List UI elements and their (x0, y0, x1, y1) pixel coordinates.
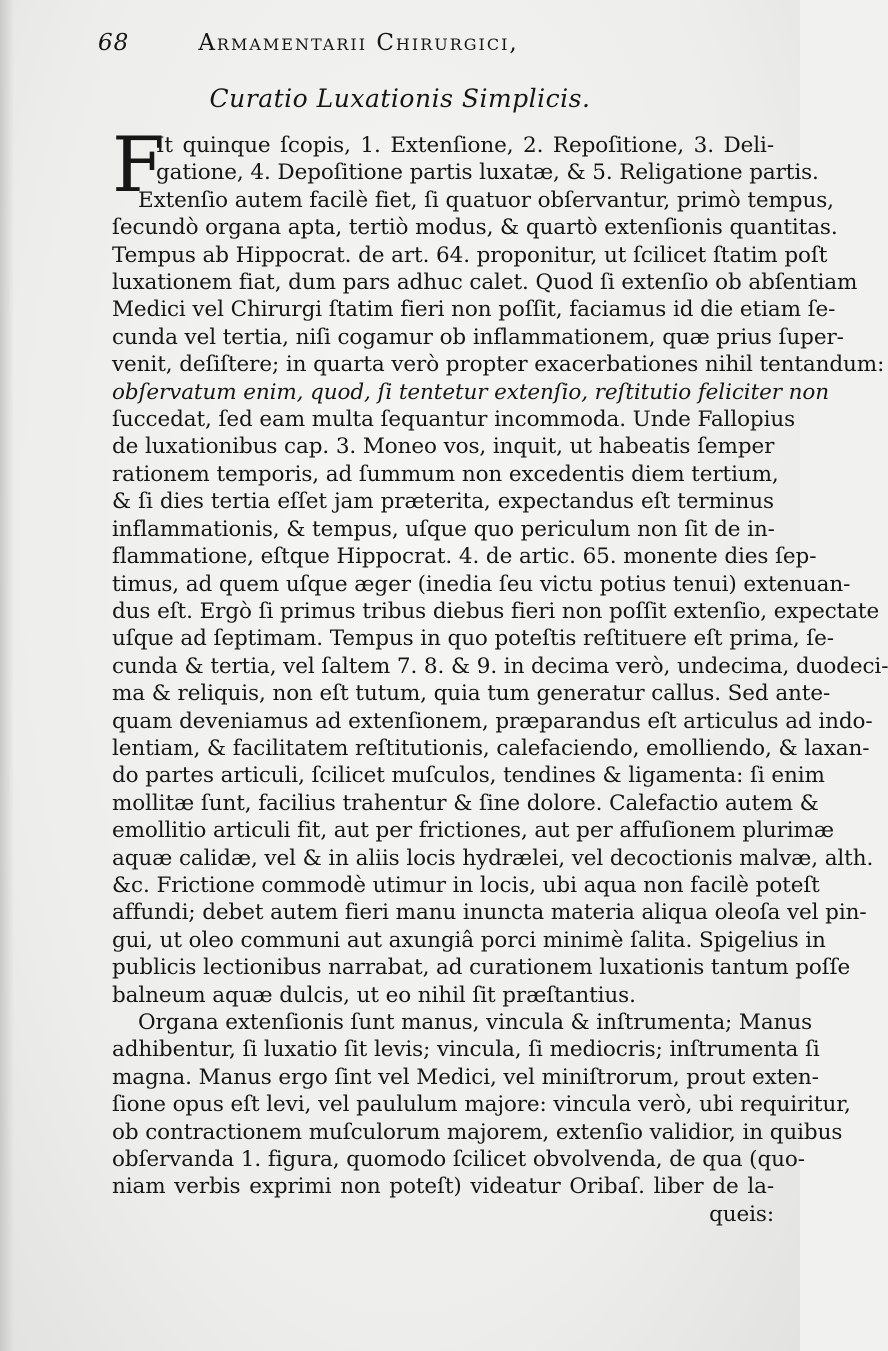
text-line: mollitæ ſunt, facilius trahentur & ſine dolore. Calefactio autem & (112, 790, 819, 816)
text-line: Medici vel Chirurgi ſtatim fieri non poſſit, faciamus id die etiam ſe- (112, 297, 836, 323)
text-line: cunda vel tertia, niſi cogamur ob inflammationem, quæ prius ſuper- (112, 324, 844, 350)
text-line: lentiam, & facilitatem reſtitutionis, calefaciendo, emolliendo, & laxan- (112, 735, 870, 761)
text-line: gatione, 4. Depoſitione partis luxatæ, & 5. Religatione partis. (156, 160, 819, 186)
text-line: magna. Manus ergo ſint vel Medici, vel miniſtrorum, prout exten- (112, 1064, 819, 1090)
text-line: flammatione, eſtque Hippocrat. 4. de artic. 65. monente dies ſep- (112, 544, 817, 570)
text-line: ma & reliquis, non eſt tutum, quia tum generatur callus. Sed ante- (112, 681, 831, 707)
drop-cap: F (112, 120, 165, 209)
text-line: Extenſio autem facilè fiet, ſi quatuor obſervantur, primò tempus, (138, 187, 834, 213)
text-line: de luxationibus cap. 3. Moneo vos, inquit, ut habeatis ſemper (112, 434, 775, 460)
text-line: dus eſt. Ergò ſi primus tribus diebus fieri non poſſit extenſio, expectate (112, 598, 880, 624)
text-line: affundi; debet autem fieri manu inuncta materia aliqua oleoſa vel pin- (112, 900, 867, 926)
text-line: ſuccedat, ſed eam multa ſequantur incommoda. Unde Fallopius (112, 407, 796, 433)
running-head (98, 30, 738, 56)
text-line: ob contractionem muſculorum majorem, extenſio validior, in quibus (112, 1119, 843, 1145)
text-line: luxationem fiat, dum pars adhuc calet. Quod ſi extenſio ob abſentiam (112, 270, 858, 296)
text-line: do partes articuli, ſcilicet muſculos, tendines & ligamenta: ſi enim (112, 763, 825, 789)
text-line: obſervatum enim, quod, ſi tentetur extenſio, reſtitutio feliciter non (112, 379, 829, 405)
text-line: timus, ad quem uſque æger (inedia ſeu victu potius tenui) extenuan- (112, 571, 851, 597)
running-title: Armamentarii Chirurgici, (198, 30, 519, 56)
text-line: gui, ut oleo communi aut axungiâ porci minimè ſalita. Spigelius in (112, 927, 826, 953)
text-line: queis: (709, 1201, 774, 1227)
page-number: 68 (98, 30, 130, 56)
text-line: balneum aquæ dulcis, ut eo nihil ſit præſtantius. (112, 982, 636, 1008)
text-line: & ſi dies tertia eſſet jam præterita, expectandus eſt terminus (112, 489, 774, 515)
text-line: uſque ad ſeptimam. Tempus in quo poteſtis reſtituere eſt prima, ſe- (112, 626, 834, 652)
text-line: &c. Frictione commodè utimur in locis, ubi aqua non facilè poteſt (112, 872, 820, 898)
text-line: adhibentur, ſi luxatio ſit levis; vincula, ſi mediocris; inſtrumenta ſi (112, 1037, 820, 1063)
text-line: ſione opus eſt levi, vel paululum majore: vincula verò, ubi requiritur, (112, 1092, 851, 1118)
text-line: obſervanda 1. figura, quomodo ſcilicet obvolvenda, de qua (quo- (112, 1147, 805, 1173)
text-line: venit, deſiſtere; in quarta verò propter exacerbationes nihil tentandum: (112, 352, 885, 378)
text-line: emollitio articuli fit, aut per frictiones, aut per affuſionem plurimæ (112, 818, 834, 844)
text-line: niam verbis exprimi non poteſt) videatur Oribaſ. liber de la- (112, 1174, 774, 1200)
text-line: It quinque ſcopis, 1. Extenſione, 2. Repoſitione, 3. Deli- (156, 133, 774, 158)
text-line: Organa extenſionis ſunt manus, vincula & inſtrumenta; Manus (138, 1010, 812, 1035)
text-line: quam deveniamus ad extenſionem, præparandus eſt articulus ad indo- (112, 708, 873, 734)
body-text (112, 120, 888, 1228)
text-line: Tempus ab Hippocrat. de art. 64. proponitur, ut ſcilicet ſtatim poſt (112, 242, 828, 268)
text-line: rationem temporis, ad ſummum non excedentis diem tertium, (112, 461, 779, 487)
text-line: ſecundò organa apta, tertiò modus, & quartò extenſionis quantitas. (112, 215, 838, 241)
text-line: aquæ calidæ, vel & in aliis locis hydrælei, vel decoctionis malvæ, alth. (112, 845, 874, 871)
text-line: publicis lectionibus narrabat, ad curationem luxationis tantum poſſe (112, 955, 851, 981)
section-heading: Curatio Luxationis Simplicis. (209, 84, 591, 113)
text-line: inflammationis, & tempus, uſque quo periculum non ſit de in- (112, 516, 775, 542)
text-line: cunda & tertia, vel ſaltem 7. 8. & 9. in decima verò, undecima, duodeci- (112, 653, 888, 679)
